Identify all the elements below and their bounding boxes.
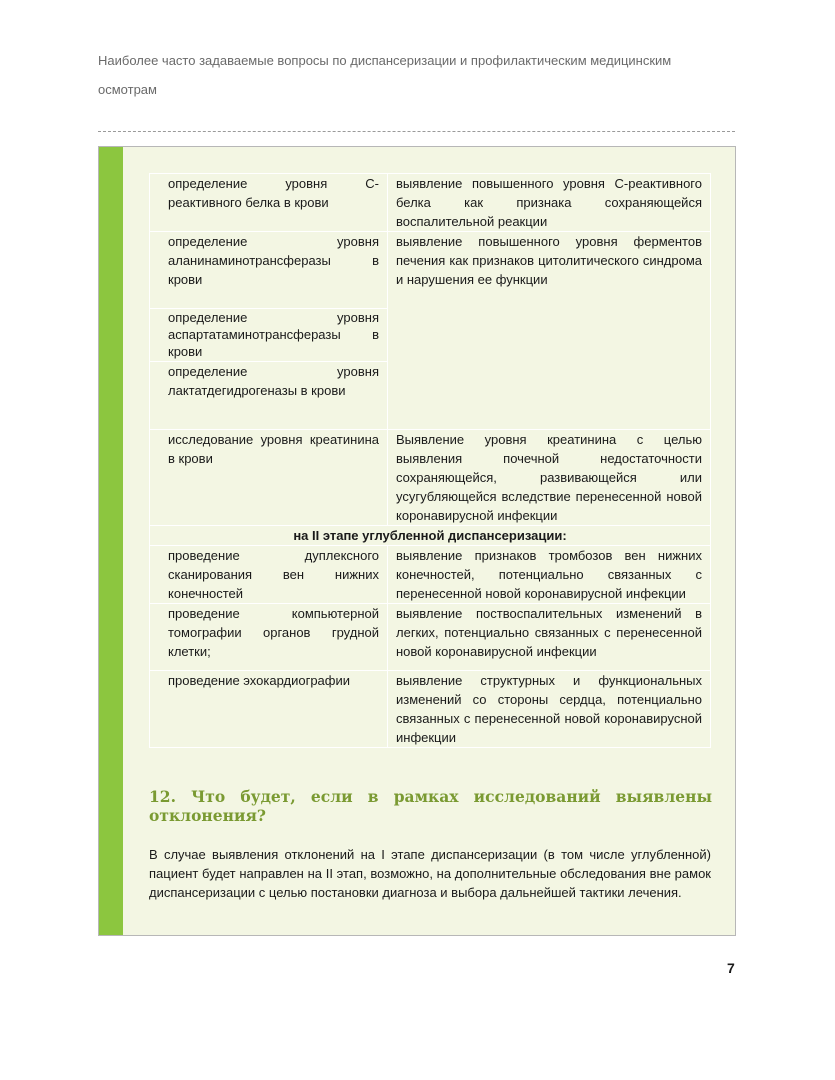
table-row bbox=[150, 546, 711, 604]
exam-cell: проведение компьютерной томографии органов грудной клетки; bbox=[150, 604, 388, 671]
purpose-cell: Выявление уровня креатинина с целью выявления почечной недостаточности сохраняющейся, развивающейся или усугубляющейся вследствие перенесенной новой коронавирусной инфекции bbox=[388, 430, 711, 526]
purpose-cell: выявление повышенного уровня С-реактивного белка как признака сохраняющейся воспалительной реакции bbox=[388, 174, 711, 232]
question-answer: В случае выявления отклонений на I этапе диспансеризации (в том числе углубленной) пациент будет направлен на II этап, возможно, на дополнительные обследования вне рамок диспансеризации с целью постановки диагноза и выбора дальнейшей тактики лечения. bbox=[149, 847, 711, 900]
exam-cell: исследование уровня креатинина в крови bbox=[150, 430, 388, 526]
purpose-cell: выявление признаков тромбозов вен нижних конечностей, потенциально связанных с перенесенной новой коронавирусной инфекции bbox=[388, 546, 711, 604]
section-row bbox=[150, 526, 711, 546]
content-panel bbox=[98, 146, 736, 936]
table-row bbox=[150, 232, 711, 309]
table-row bbox=[150, 604, 711, 671]
page-number: 7 bbox=[727, 960, 735, 976]
examinations-table bbox=[149, 173, 711, 748]
header-divider bbox=[98, 131, 735, 132]
purpose-cell: выявление поствоспалительных изменений в легких, потенциально связанных с перенесенной новой коронавирусной инфекции bbox=[388, 604, 711, 671]
header-line-1: Наиболее часто задаваемые вопросы по диспансеризации и профилактическим медицинским bbox=[98, 53, 672, 68]
accent-bar bbox=[99, 147, 123, 935]
exam-cell: проведение эхокардиографии bbox=[150, 671, 388, 748]
question-heading: 12. Что будет, если в рамках исследований выявлены отклонения? bbox=[149, 787, 712, 825]
purpose-cell: выявление структурных и функциональных изменений со стороны сердца, потенциально связанных с перенесенной новой коронавирусной инфекции bbox=[388, 671, 711, 748]
table-row bbox=[150, 174, 711, 232]
exam-cell: определение уровня аланинаминотрансферазы в крови bbox=[150, 232, 388, 309]
header-line-2: осмотрам bbox=[98, 82, 157, 97]
section-header: на II этапе углубленной диспансеризации: bbox=[150, 526, 711, 546]
exam-cell: определение уровня С-реактивного белка в крови bbox=[150, 174, 388, 232]
running-header bbox=[98, 46, 738, 104]
exam-cell: определение уровня аспартатаминотрансферазы в крови bbox=[150, 309, 388, 362]
table-row bbox=[150, 671, 711, 748]
table-row bbox=[150, 430, 711, 526]
purpose-cell: выявление повышенного уровня ферментов печения как признаков цитолитического синдрома и нарушения ее функции bbox=[388, 232, 711, 430]
exam-cell: проведение дуплексного сканирования вен нижних конечностей bbox=[150, 546, 388, 604]
exam-cell: определение уровня лактатдегидрогеназы в крови bbox=[150, 362, 388, 430]
